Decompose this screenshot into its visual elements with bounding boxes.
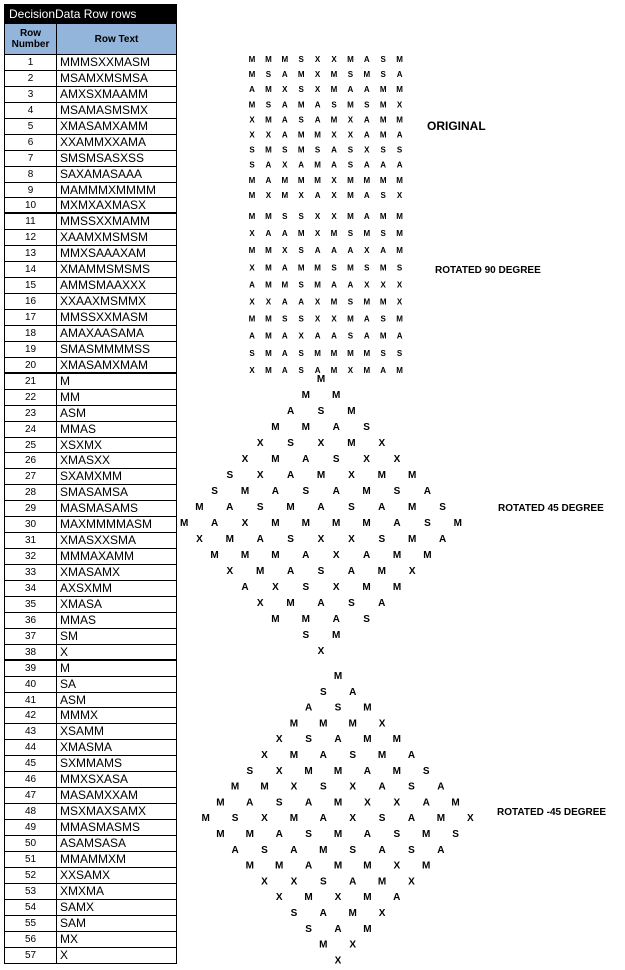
row-text-cell: XMASAMXAMM bbox=[60, 118, 149, 133]
rotated-minus-45-grid-row: X bbox=[334, 955, 342, 967]
row-text-cell: MAMMMXMMMM bbox=[60, 182, 156, 197]
rotated-90-grid-row: AMMSMAAXXX bbox=[249, 280, 403, 290]
row-number-cell: 16 bbox=[5, 294, 57, 309]
original-grid-row: MMMSXXMASM bbox=[248, 55, 403, 64]
row-number-cell: 43 bbox=[5, 724, 57, 739]
rotated-45-grid-row: SXAMXMM bbox=[226, 470, 417, 481]
rotated-minus-45-grid-row: MX bbox=[319, 939, 357, 951]
row-number-cell: 35 bbox=[5, 597, 57, 612]
row-text-cell: MMAS bbox=[60, 421, 96, 436]
rotated-minus-45-grid-row: XMXMA bbox=[275, 892, 401, 904]
row-text-cell: M bbox=[60, 660, 70, 675]
row-number-cell: 45 bbox=[5, 756, 57, 771]
row-number-cell: 48 bbox=[5, 804, 57, 819]
row-number-cell: 29 bbox=[5, 501, 57, 516]
row-number-cell: 47 bbox=[5, 788, 57, 803]
row-number-cell: 15 bbox=[5, 278, 57, 293]
row-number-cell: 39 bbox=[5, 661, 57, 676]
rotated-45-grid-row: M bbox=[316, 374, 326, 385]
row-number-cell: 32 bbox=[5, 549, 57, 564]
row-text-cell: XXAMMXXAMA bbox=[60, 134, 147, 149]
row-number-cell: 36 bbox=[5, 613, 57, 628]
row-number-cell: 40 bbox=[5, 677, 57, 692]
row-number-cell: 46 bbox=[5, 772, 57, 787]
row-number-cell: 9 bbox=[5, 183, 57, 198]
row-text-cell: XMXMA bbox=[60, 883, 105, 898]
row-number-cell: 23 bbox=[5, 406, 57, 421]
original-grid-row: MXMXAXMASX bbox=[248, 190, 403, 200]
row-number-cell: 21 bbox=[5, 374, 57, 389]
row-number-cell: 6 bbox=[5, 135, 57, 150]
row-text-cell: SAMX bbox=[60, 899, 95, 914]
row-number-cell: 5 bbox=[5, 119, 57, 134]
row-number-cell: 20 bbox=[5, 358, 57, 372]
row-text-cell: SM bbox=[60, 628, 78, 643]
rotated-minus-45-grid-row: M bbox=[333, 671, 343, 682]
row-text-cell: MMXSXASA bbox=[60, 772, 129, 787]
row-text-cell: XMASXXSMA bbox=[60, 533, 137, 548]
rotated-45-grid-row: X bbox=[317, 646, 325, 657]
row-number-cell: 41 bbox=[5, 693, 57, 708]
row-number-cell: 37 bbox=[5, 629, 57, 644]
rotated-minus-45-grid-row: MSXMAXSAMX bbox=[201, 813, 474, 825]
rotated-90-grid-row: MMSSXXMAMM bbox=[248, 212, 403, 221]
row-text-cell: MMSSXXMAMM bbox=[60, 214, 150, 229]
row-text-cell: MMSSXXMASM bbox=[60, 310, 149, 324]
row-text-cell: MSAMASMSMX bbox=[60, 102, 149, 117]
rotated-45-grid-row: MAXMMMMASM bbox=[180, 518, 462, 529]
row-text-cell: X bbox=[60, 644, 69, 659]
row-text-cell: AMXSXMAAMM bbox=[60, 86, 149, 101]
row-text-cell: MXMXAXMASX bbox=[60, 198, 147, 213]
row-text-cell: XMASA bbox=[60, 596, 103, 611]
row-text-header: Row Text bbox=[94, 33, 139, 45]
row-number-cell: 18 bbox=[5, 326, 57, 341]
rotated-45-grid-row: MMMAXAMM bbox=[210, 550, 432, 561]
rotated-90-grid-row: MMSSXXMASM bbox=[248, 314, 403, 324]
row-text-cell: XMASAMX bbox=[60, 565, 121, 579]
rotated-minus-45-grid-row: XSAMM bbox=[275, 734, 401, 746]
rotated-90-grid-row: SMASMMMMSS bbox=[249, 348, 403, 358]
row-number-cell: 54 bbox=[5, 900, 57, 915]
original-grid-row: MSAMASMSMX bbox=[248, 100, 403, 110]
rotated-45-grid-row: XMASAMX bbox=[226, 566, 416, 577]
rotated-minus-45-grid-row: SA bbox=[319, 686, 357, 698]
row-number-cell: 28 bbox=[5, 485, 57, 500]
row-number-cell: 31 bbox=[5, 533, 57, 548]
rotated-minus-45-grid-row: ASM bbox=[304, 702, 372, 714]
original-grid-row: MSAMXMSMSA bbox=[248, 70, 403, 80]
row-number-cell: 22 bbox=[5, 390, 57, 405]
row-text-cell: MASMASAMS bbox=[60, 501, 139, 516]
row-text-cell: SMASMMMMSS bbox=[60, 341, 150, 356]
row-number-cell: 50 bbox=[5, 836, 57, 851]
row-number-cell: 34 bbox=[5, 581, 57, 596]
rotated-minus-45-grid-row: MMXSXASA bbox=[230, 781, 445, 793]
row-text-cell: XAAMXMSMSM bbox=[60, 230, 149, 245]
rotated-90-grid-row: XMASAMXMAM bbox=[249, 365, 403, 375]
row-text-cell: SXAMXMM bbox=[60, 469, 123, 484]
rotated-90-grid-row: MMXSAAAXAM bbox=[248, 246, 403, 256]
row-text-cell: XSXMX bbox=[60, 437, 103, 452]
row-number-cell: 49 bbox=[5, 820, 57, 835]
row-text-cell: MAXMMMMASM bbox=[60, 517, 152, 532]
original-label: ORIGINAL bbox=[427, 119, 486, 133]
rotated-minus-45-grid-row: XMASMA bbox=[261, 750, 416, 761]
row-text-cell: XMASXX bbox=[60, 453, 111, 468]
row-text-cell: MMAS bbox=[60, 612, 96, 627]
row-text-cell: XMASMA bbox=[60, 740, 113, 755]
row-number-cell: 42 bbox=[5, 708, 57, 723]
row-text-cell: MMMAXAMM bbox=[60, 549, 134, 564]
rotated-90-grid-row: AMAXAASAMA bbox=[249, 331, 403, 341]
rotated-90-grid-row: XAAMXMSMSM bbox=[249, 229, 403, 239]
rotated-45-grid-row: SM bbox=[302, 630, 341, 641]
row-number-cell: 4 bbox=[5, 103, 57, 118]
row-number-cell: 24 bbox=[5, 422, 57, 437]
row-number-cell: 33 bbox=[5, 565, 57, 580]
row-text-cell: MMMX bbox=[60, 708, 98, 723]
row-text-cell: AXSXMM bbox=[60, 580, 113, 595]
rotated-90-label: ROTATED 90 DEGREE bbox=[435, 265, 541, 276]
original-grid-row: XXAMMXXAMA bbox=[249, 130, 403, 140]
rotated-45-grid-row: XSXMX bbox=[256, 438, 386, 449]
rotated-45-grid-row: MMAS bbox=[271, 422, 370, 433]
row-text-cell: MMAMMXM bbox=[60, 851, 126, 866]
rotated-90-grid-row: XMAMMSMSMS bbox=[249, 263, 403, 273]
row-text-cell: XXSAMX bbox=[60, 867, 111, 882]
row-text-cell: MMASMASMS bbox=[60, 820, 141, 834]
row-number-cell: 12 bbox=[5, 230, 57, 245]
row-number-cell: 44 bbox=[5, 740, 57, 755]
row-text-cell: MMMSXXMASM bbox=[60, 55, 150, 69]
row-text-cell: MMXSAAAXAM bbox=[60, 246, 147, 261]
rotated-minus-45-grid-row: MMMX bbox=[289, 718, 386, 730]
rotated-45-grid-row: ASM bbox=[286, 406, 356, 417]
row-text-cell: SAM bbox=[60, 915, 87, 930]
original-grid-row: XMASAMXAMM bbox=[249, 115, 403, 125]
row-text-cell: SXMMAMS bbox=[60, 756, 123, 771]
rotated-45-grid-row: SMASAMSA bbox=[211, 486, 432, 497]
row-number-cell: 26 bbox=[5, 453, 57, 468]
row-number-cell: 30 bbox=[5, 517, 57, 532]
rotated-minus-45-grid-row: MMASMASMS bbox=[216, 829, 459, 840]
row-text-cell: XXAAXMSMMX bbox=[60, 294, 147, 309]
rotated-45-grid-row: XMASA bbox=[256, 598, 386, 609]
rotated-minus-45-label: ROTATED -45 DEGREE bbox=[497, 807, 607, 818]
row-text-cell: MSAMXMSMSA bbox=[60, 70, 149, 85]
row-text-cell: SMASAMSA bbox=[60, 485, 129, 500]
row-text-cell: AMAXAASAMA bbox=[60, 325, 145, 340]
original-grid-row: MAMMMXMMMM bbox=[248, 175, 403, 185]
rotated-minus-45-grid-row: SXMMAMS bbox=[246, 765, 430, 777]
rotated-minus-45-grid-row: ASAMSASA bbox=[231, 844, 445, 856]
row-text-cell: ASM bbox=[60, 692, 87, 707]
row-number-cell: 14 bbox=[5, 262, 57, 277]
row-number-cell: 52 bbox=[5, 868, 57, 883]
row-text-cell: SA bbox=[60, 676, 77, 691]
row-number-cell: 8 bbox=[5, 167, 57, 182]
row-text-cell: ASAMSASA bbox=[60, 835, 127, 850]
row-number-cell: 11 bbox=[5, 214, 57, 229]
row-number-cell: 38 bbox=[5, 645, 57, 659]
row-text-cell: MASAMXXAM bbox=[60, 788, 139, 803]
row-text-cell: M bbox=[60, 373, 70, 388]
rotated-45-grid-row: MASMASAMS bbox=[195, 502, 446, 513]
rotated-minus-45-grid-row: MMAMMXM bbox=[245, 860, 431, 872]
original-grid-row: SAXAMASAAA bbox=[249, 160, 403, 170]
rotated-45-label: ROTATED 45 DEGREE bbox=[498, 503, 604, 514]
row-number-cell: 57 bbox=[5, 948, 57, 964]
row-text-cell: XSAMM bbox=[60, 724, 105, 739]
row-number-cell: 2 bbox=[5, 71, 57, 86]
row-text-cell: AMMSMAAXXX bbox=[60, 278, 147, 293]
row-text-cell: SAXAMASAAA bbox=[60, 166, 143, 181]
rotated-45-grid-row: XMASXX bbox=[241, 454, 401, 465]
row-number-cell: 27 bbox=[5, 469, 57, 484]
row-number-cell: 13 bbox=[5, 246, 57, 261]
rotated-minus-45-grid-row: SAM bbox=[305, 923, 372, 935]
row-number-cell: 10 bbox=[5, 198, 57, 212]
rotated-45-grid-row: MMAS bbox=[271, 614, 370, 625]
row-number-cell: 53 bbox=[5, 884, 57, 899]
row-text-cell: XMAMMSMSMS bbox=[60, 262, 150, 277]
table-title: DecisionData Row rows bbox=[5, 5, 176, 23]
rotated-90-grid-row: XXAAXMSMMX bbox=[249, 297, 403, 307]
original-grid-row: AMXSXMAAMM bbox=[249, 85, 403, 95]
rotated-minus-45-grid-row: XXSAMX bbox=[261, 876, 415, 888]
rotated-45-grid-row: AXSXMM bbox=[241, 582, 402, 593]
row-text-cell: MSXMAXSAMX bbox=[60, 804, 147, 819]
row-text-cell: ASM bbox=[60, 405, 87, 420]
row-text-cell: MM bbox=[60, 389, 80, 404]
row-text-cell: XMASAMXMAM bbox=[60, 357, 149, 372]
rotated-45-grid-row: XMASXXSMA bbox=[196, 534, 447, 545]
rotated-minus-45-grid-row: MASAMXXAM bbox=[216, 797, 460, 809]
rotated-minus-45-grid-row: SAMX bbox=[290, 908, 386, 919]
row-number-cell: 25 bbox=[5, 438, 57, 453]
row-number-cell: 51 bbox=[5, 852, 57, 867]
row-number-header: Row Number bbox=[5, 24, 57, 54]
row-number-cell: 19 bbox=[5, 342, 57, 357]
row-number-cell: 1 bbox=[5, 55, 57, 70]
row-text-cell: MX bbox=[60, 931, 78, 946]
row-number-cell: 56 bbox=[5, 932, 57, 947]
row-number-cell: 55 bbox=[5, 916, 57, 931]
row-number-cell: 7 bbox=[5, 151, 57, 166]
original-grid-row: SMSMSASXSS bbox=[249, 145, 403, 155]
row-text-cell: SMSMSASXSS bbox=[60, 150, 145, 165]
row-text-cell: X bbox=[60, 947, 69, 962]
row-number-cell: 17 bbox=[5, 310, 57, 325]
rotated-45-grid-row: MM bbox=[301, 390, 341, 401]
row-number-cell: 3 bbox=[5, 87, 57, 102]
